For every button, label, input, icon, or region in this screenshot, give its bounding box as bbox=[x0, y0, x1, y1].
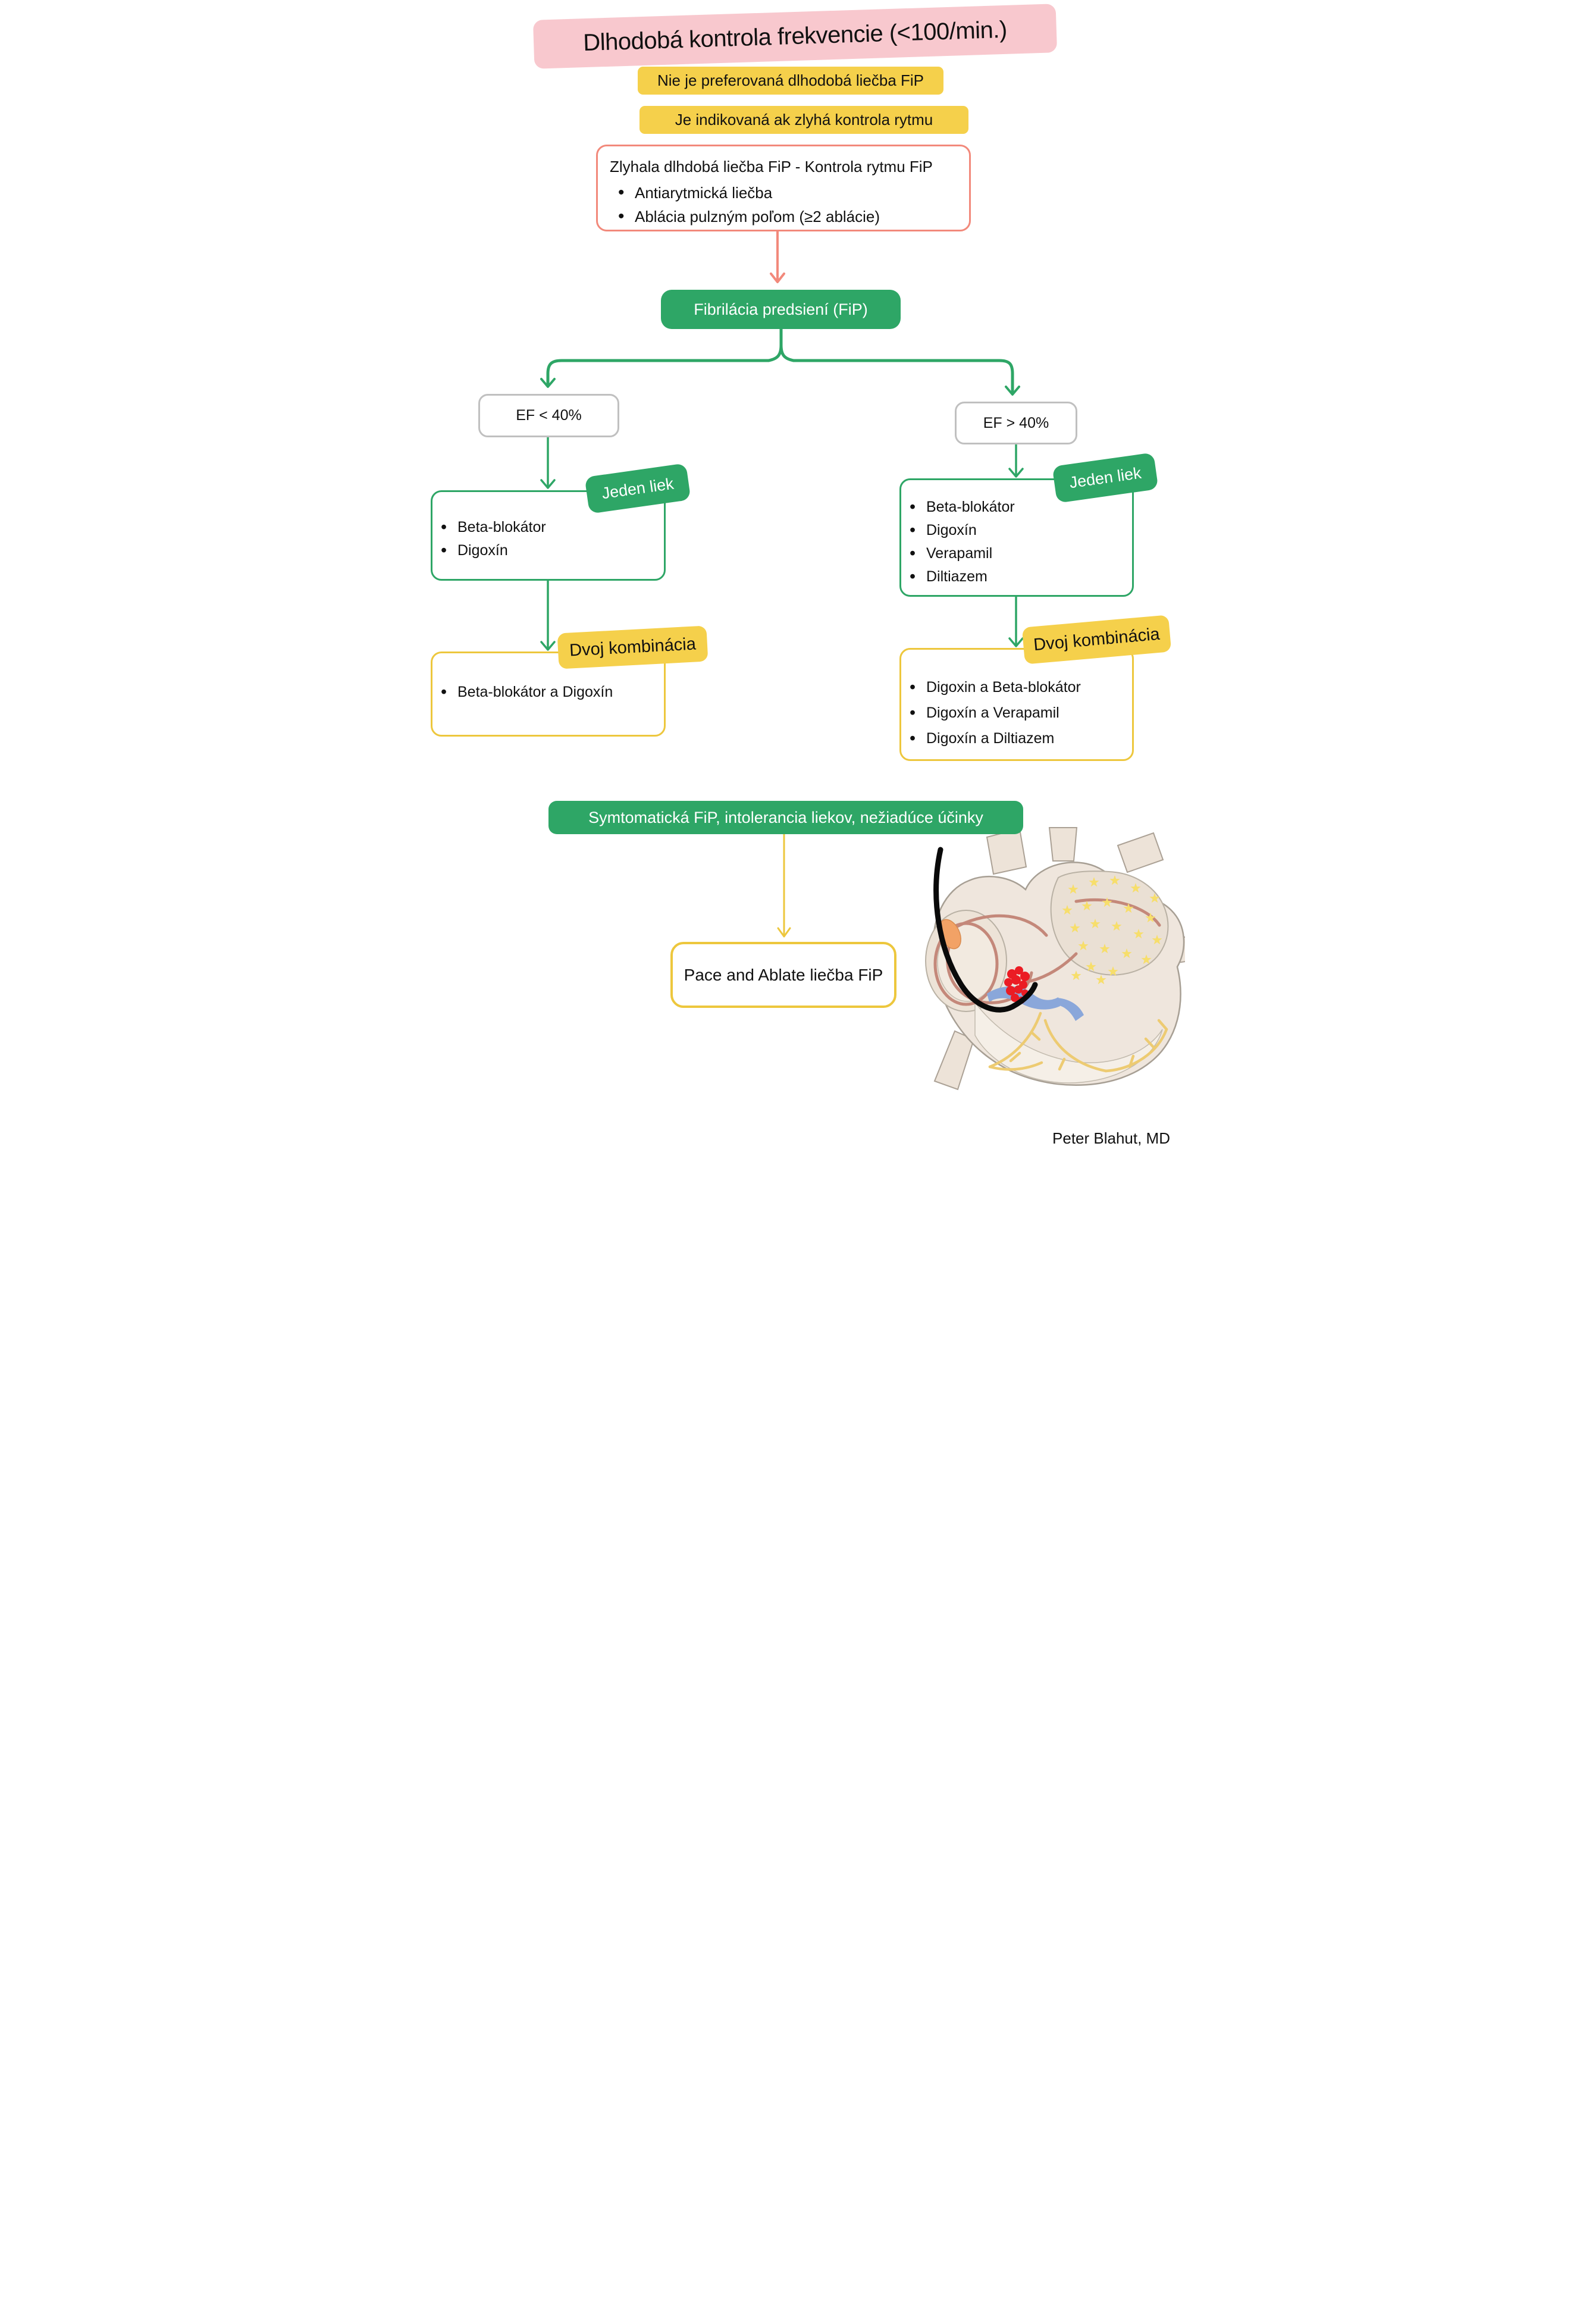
list-item: • Verapamil bbox=[901, 542, 1132, 565]
ef-less-40-box bbox=[478, 394, 619, 437]
list-item: • Digoxín bbox=[901, 519, 1132, 542]
list-item: • Digoxín a Diltiazem bbox=[901, 726, 1132, 751]
list-item: • Ablácia pulzným poľom (≥2 ablácie) bbox=[610, 205, 957, 228]
note-not-preferred-text: Nie je preferovaná dlhodobá liečba FiP bbox=[657, 71, 924, 89]
list-item: • Beta-blokátor bbox=[901, 496, 1132, 519]
single-drug-list-right bbox=[901, 496, 1132, 588]
failed-rhythm-list bbox=[610, 181, 957, 228]
single-drug-tag-left-text: Jeden liek bbox=[600, 474, 675, 502]
failed-rhythm-box bbox=[596, 145, 971, 231]
note-not-preferred bbox=[638, 67, 943, 95]
ef-greater-40-box bbox=[955, 402, 1077, 444]
af-node bbox=[661, 290, 901, 329]
credit-text bbox=[1004, 1129, 1170, 1148]
list-item: • Diltiazem bbox=[901, 565, 1132, 588]
pace-ablate-text: Pace and Ablate liečba FiP bbox=[684, 965, 883, 984]
list-item: • Digoxin a Beta-blokátor bbox=[901, 675, 1132, 700]
heart-illustration bbox=[898, 824, 1185, 1101]
ef-greater-40-label: EF > 40% bbox=[983, 414, 1049, 431]
arrow-single-to-double-right bbox=[1010, 597, 1023, 646]
arrow-efright-to-single bbox=[1010, 444, 1023, 477]
page-title-text: Dlhodobá kontrola frekvencie (<100/min.) bbox=[582, 16, 1008, 56]
list-item: • Antiarytmická liečba bbox=[610, 181, 957, 205]
af-node-label: Fibrilácia predsiení (FiP) bbox=[694, 300, 868, 318]
list-item: • Beta-blokátor a Digoxín bbox=[432, 681, 664, 704]
list-item: • Digoxín bbox=[432, 539, 664, 562]
branch-af-to-ef bbox=[541, 329, 1019, 394]
list-item: • Beta-blokátor bbox=[432, 516, 664, 539]
flowchart-canvas bbox=[395, 0, 1185, 1162]
symptomatic-banner bbox=[548, 801, 1023, 834]
double-combo-list-left bbox=[432, 681, 664, 704]
arrow-efleft-to-single bbox=[541, 437, 554, 488]
note-indicated-if bbox=[639, 106, 968, 134]
single-drug-tag-right-text: Jeden liek bbox=[1068, 463, 1143, 491]
double-combo-list-right bbox=[901, 675, 1132, 751]
credit-name: Peter Blahut, MD bbox=[1052, 1129, 1170, 1147]
arrow-single-to-double-left bbox=[541, 581, 554, 650]
arrow-banner-to-pace bbox=[778, 834, 790, 937]
note-indicated-if-text: Je indikovaná ak zlyhá kontrola rytmu bbox=[675, 111, 933, 129]
failed-rhythm-heading: Zlyhala dlhdobá liečba FiP - Kontrola rytmu FiP bbox=[610, 158, 933, 176]
ef-less-40-label: EF < 40% bbox=[516, 407, 582, 424]
single-drug-list-left bbox=[432, 516, 664, 562]
double-combo-tag-right-text: Dvoj kombinácia bbox=[1033, 624, 1161, 654]
pace-ablate-box bbox=[670, 942, 896, 1008]
list-item: • Digoxín a Verapamil bbox=[901, 700, 1132, 726]
arrow-failed-to-af bbox=[771, 231, 784, 282]
double-combo-tag-left-text: Dvoj kombinácia bbox=[569, 634, 697, 660]
symptomatic-banner-text: Symtomatická FiP, intolerancia liekov, nežiadúce účinky bbox=[588, 808, 983, 826]
double-combo-box-right bbox=[899, 648, 1134, 761]
